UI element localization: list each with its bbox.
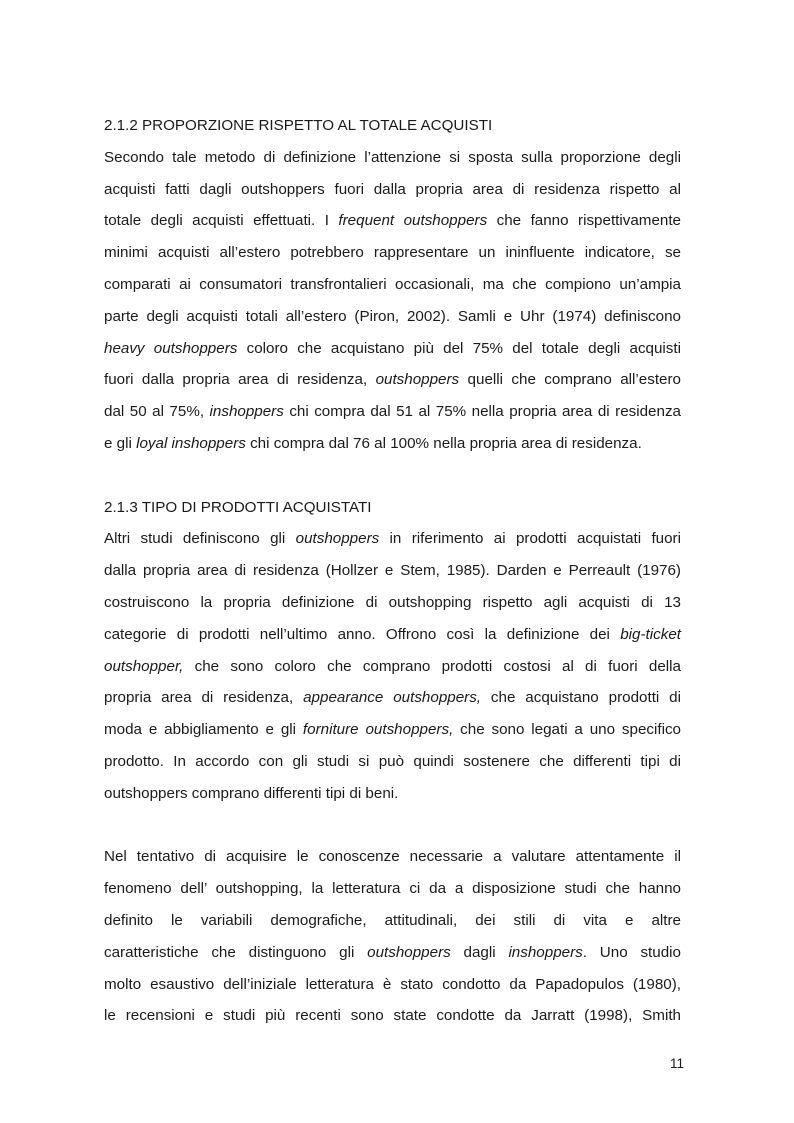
text-segment: minimi acquisti all’estero potrebbero rappresentare un ininfluente indicatore, se xyxy=(104,244,681,262)
text-line xyxy=(104,333,681,365)
text-segment: in riferimento ai prodotti acquistati fuori xyxy=(379,530,681,548)
text-line xyxy=(104,905,681,937)
text-line xyxy=(104,1000,681,1032)
text-line xyxy=(104,651,681,683)
italic-term: inshoppers xyxy=(209,403,284,421)
text-line xyxy=(104,841,681,873)
text-line xyxy=(104,364,681,396)
text-line xyxy=(104,969,681,1001)
text-segment: categorie di prodotti nell’ultimo anno. Offrono così la definizione dei xyxy=(104,625,621,643)
paragraph-gap xyxy=(104,460,681,492)
text-line xyxy=(104,428,681,460)
text-segment: che sono coloro che comprano prodotti costosi al di fuori della xyxy=(183,657,681,675)
text-segment: chi compra dal 76 al 100% nella propria area di residenza. xyxy=(245,434,642,452)
text-line xyxy=(104,396,681,428)
text-segment: costruiscono la propria definizione di outshopping rispetto agli acquisti di 13 xyxy=(104,593,681,611)
text-line xyxy=(104,619,681,651)
text-line xyxy=(104,714,681,746)
text-segment: dal 50 al 75%, xyxy=(104,403,210,421)
text-line xyxy=(104,682,681,714)
text-segment: totale degli acquisti effettuati. I xyxy=(104,212,339,230)
text-line xyxy=(104,301,681,333)
italic-term: outshoppers xyxy=(295,530,380,548)
italic-term: outshopper, xyxy=(104,657,184,675)
italic-term: inshoppers xyxy=(508,943,583,961)
text-line xyxy=(104,174,681,206)
text-segment: . Uno studio xyxy=(582,943,681,961)
italic-term: heavy outshoppers xyxy=(104,339,238,357)
text-line xyxy=(104,555,681,587)
text-line xyxy=(104,269,681,301)
text-segment: e gli xyxy=(104,434,137,452)
text-segment: fenomeno dell’ outshopping, la letteratura ci da a disposizione studi che hanno xyxy=(104,880,681,898)
text-segment: parte degli acquisti totali all’estero (Piron, 2002). Samli e Uhr (1974) definiscono xyxy=(104,307,681,325)
text-line xyxy=(104,523,681,555)
document-page xyxy=(104,110,681,1032)
section-heading-2-1-2: 2.1.2 PROPORZIONE RISPETTO AL TOTALE ACQUISTI xyxy=(104,117,493,134)
page-number: 11 xyxy=(669,1056,684,1071)
section-heading-2-1-3: 2.1.3 TIPO DI PRODOTTI ACQUISTATI xyxy=(104,498,372,516)
text-segment: caratteristiche che distinguono gli xyxy=(104,943,368,961)
italic-term: outshoppers xyxy=(367,943,451,961)
text-segment: outshoppers comprano differenti tipi di beni. xyxy=(104,784,399,802)
text-segment: molto esaustivo dell’iniziale letteratura è stato condotto da Papadopulos (1980), xyxy=(104,975,681,993)
text-line xyxy=(104,746,681,778)
text-segment: acquisti fatti dagli outshoppers fuori dalla propria area di residenza rispetto al xyxy=(104,180,681,198)
text-segment: prodotto. In accordo con gli studi si può quindi sostenere che differenti tipi di xyxy=(104,752,681,770)
text-segment: definito le variabili demografiche, attitudinali, dei stili di vita e altre xyxy=(104,911,681,929)
text-segment: che fanno rispettivamente xyxy=(487,212,682,230)
text-line xyxy=(104,205,681,237)
paragraph-gap xyxy=(104,810,681,842)
text-segment: coloro che acquistano più del 75% del totale degli acquisti xyxy=(237,339,681,357)
text-segment: Secondo tale metodo di definizione l’attenzione si sposta sulla proporzione degli xyxy=(104,148,681,166)
text-segment: Nel tentativo di acquisire le conoscenze necessarie a valutare attentamente il xyxy=(104,848,681,866)
italic-term: forniture outshoppers, xyxy=(302,721,454,739)
text-segment: dagli xyxy=(450,943,509,961)
text-line xyxy=(104,873,681,905)
italic-term: loyal inshoppers xyxy=(136,434,246,452)
text-segment: comparati ai consumatori transfrontalieri occasionali, ma che compiono un’ampia xyxy=(104,275,681,293)
text-line xyxy=(104,237,681,269)
italic-term: outshoppers xyxy=(375,371,460,389)
text-segment: Altri studi definiscono gli xyxy=(104,530,296,548)
text-segment: quelli che comprano all’estero xyxy=(459,371,681,389)
text-line xyxy=(104,778,681,810)
italic-term: appearance outshoppers, xyxy=(303,689,482,707)
text-line xyxy=(104,142,681,174)
text-segment: le recensioni e studi più recenti sono state condotte da Jarratt (1998), Smith xyxy=(104,1007,681,1025)
paragraph-tipo-prodotti xyxy=(104,523,681,809)
italic-term: frequent outshoppers xyxy=(338,212,488,230)
paragraph-proporzione xyxy=(104,142,681,460)
italic-term: big-ticket xyxy=(620,625,681,643)
text-segment: fuori dalla propria area di residenza, xyxy=(104,371,376,389)
text-segment: che sono legati a uno specifico xyxy=(453,721,682,739)
text-segment: moda e abbigliamento e gli xyxy=(104,721,303,739)
text-segment: che acquistano prodotti di xyxy=(481,689,681,707)
text-line xyxy=(104,937,681,969)
text-segment: propria area di residenza, xyxy=(104,689,304,707)
text-line xyxy=(104,587,681,619)
text-segment: dalla propria area di residenza (Hollzer e Stem, 1985). Darden e Perreault (1976) xyxy=(104,562,681,580)
paragraph-letteratura xyxy=(104,841,681,1032)
text-segment: chi compra dal 51 al 75% nella propria area di residenza xyxy=(283,403,681,421)
